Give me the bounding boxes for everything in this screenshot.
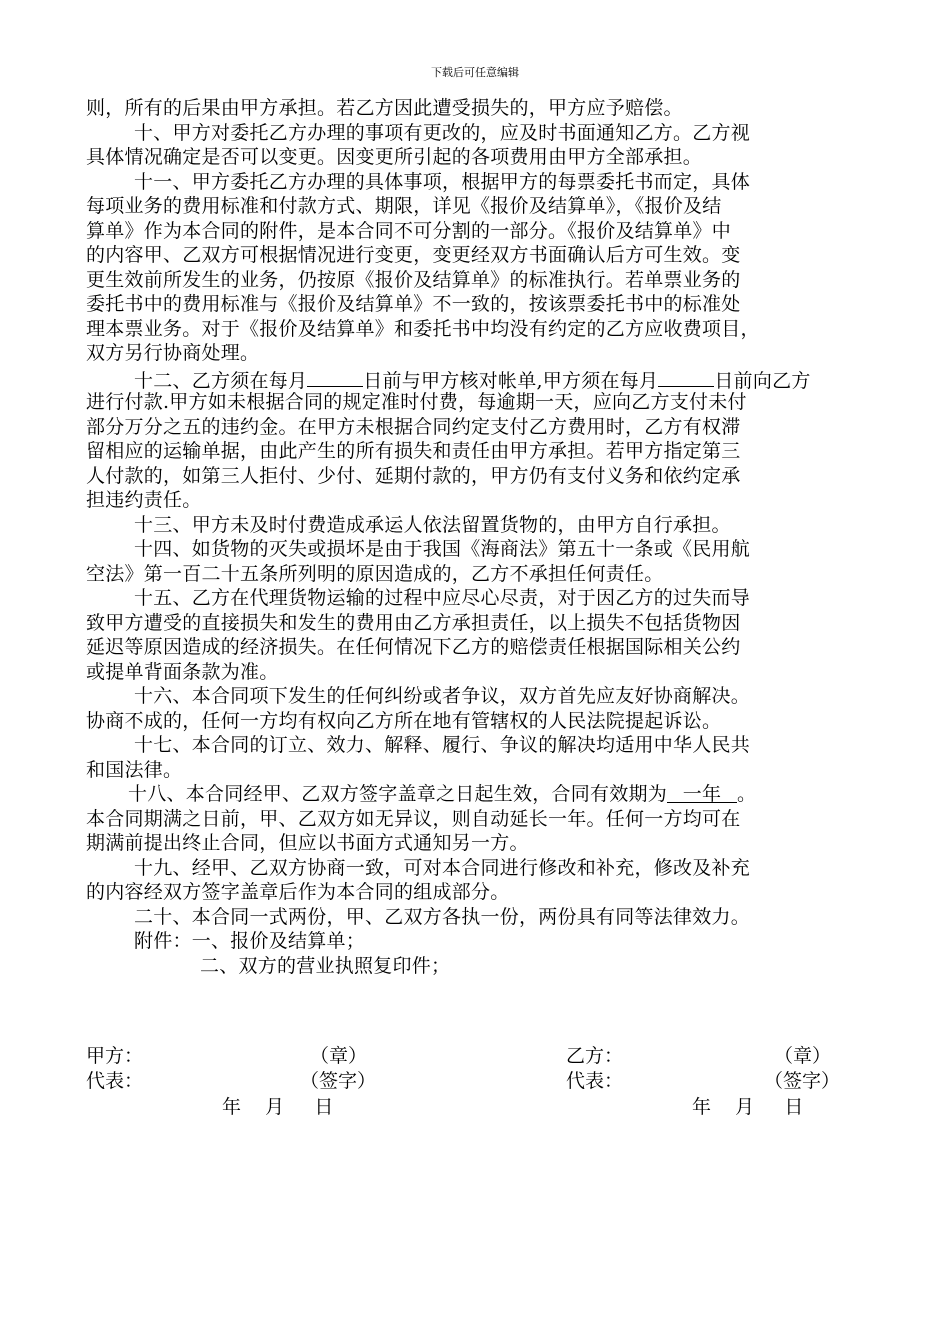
clause-13: 十三、甲方未及时付费造成承运人依法留置货物的，由甲方自行承担。 <box>134 513 731 536</box>
party-b-signature: （签字） <box>764 1070 841 1092</box>
paragraph-line: 或提单背面条款为准。 <box>86 660 279 683</box>
paragraph-line: 致甲方遭受的直接损失和发生的费用由乙方承担责任，以上损失不包括货物因 <box>86 611 741 634</box>
attachment-item: 二、双方的营业执照复印件； <box>200 954 451 977</box>
paragraph-line: 留相应的运输单据，由此产生的所有损失和责任由甲方承担。若甲方指定第三 <box>86 440 741 462</box>
clause-19: 十九、经甲、乙双方协商一致，可对本合同进行修改和补充，修改及补充 <box>134 856 751 879</box>
paragraph-line: 双方另行协商处理。 <box>86 342 260 364</box>
clause-14: 十四、如货物的灭失或损坏是由于我国《海商法》第五十一条或《民用航 <box>134 538 751 560</box>
party-a-seal: （章） <box>310 1045 368 1067</box>
party-b-seal: （章） <box>774 1045 832 1067</box>
paragraph-line: 本合同期满之日前，甲、乙双方如无异议，则自动延长一年。任何一方均可在 <box>86 807 741 830</box>
party-a-label: 甲方： <box>86 1045 144 1067</box>
paragraph-line: 人付款的，如第三人拒付、少付、延期付款的，甲方仍有支付义务和依约定承 <box>86 464 741 487</box>
clause-12-text-b: 日前与甲方核对帐单,甲方须在每月 <box>363 369 659 392</box>
contract-body <box>86 96 866 978</box>
clause-18 <box>86 782 866 807</box>
paragraph-line: 算单》作为本合同的附件，是本合同不可分割的一部分。《报价及结算单》中 <box>86 219 732 242</box>
paragraph-line: 和国法律。 <box>86 758 183 781</box>
clause-12-text-a: 十二、乙方须在每月 <box>134 369 308 392</box>
blank-day-reconcile[interactable] <box>307 366 363 387</box>
contract-term-field[interactable]: 一年 <box>667 782 737 803</box>
paragraph-line: 协商不成的，任何一方均有权向乙方所在地有管辖权的人民法院提起诉讼。 <box>86 709 722 732</box>
paragraph-line: 空法》第一百二十五条所列明的原因造成的，乙方不承担任何责任。 <box>86 562 664 585</box>
clause-11: 十一、甲方委托乙方办理的具体事项，根据甲方的每票委托书而定，具体 <box>134 170 751 193</box>
paragraph-line: 更生效前所发生的业务，仍按原《报价及结算单》的标准执行。若单票业务的 <box>86 268 741 291</box>
paragraph-line: 的内容甲、乙双方可根据情况进行变更，变更经双方书面确认后方可生效。变 <box>86 244 741 266</box>
page-header: 下载后可任意编辑 <box>431 66 519 79</box>
attachments-heading: 附件：一、报价及结算单； <box>134 930 366 952</box>
clause-10: 十、甲方对委托乙方办理的事项有更改的，应及时书面通知乙方。乙方视 <box>134 121 751 144</box>
paragraph-line: 则，所有的后果由甲方承担。若乙方因此遭受损失的，甲方应予赔偿。 <box>86 97 683 119</box>
paragraph-line: 委托书中的费用标准与《报价及结算单》不一致的，按该票委托书中的标准处 <box>86 293 741 315</box>
paragraph-line: 理本票业务。对于《报价及结算单》和委托书中均没有约定的乙方应收费项目， <box>86 317 760 340</box>
paragraph-line: 的内容经双方签字盖章后作为本合同的组成部分。 <box>86 881 510 903</box>
clause-18-text-a: 十八、本合同经甲、乙双方签字盖章之日起生效，合同有效期为 <box>128 783 668 805</box>
clause-16: 十六、本合同项下发生的任何纠纷或者争议，双方首先应友好协商解决。 <box>134 685 751 707</box>
clause-12-text-c: 日前向乙方 <box>714 369 811 392</box>
paragraph-line: 进行付款.甲方如未根据合同的规定准时付费，每逾期一天，应向乙方支付未付 <box>86 391 747 413</box>
party-b-rep-label: 代表： <box>566 1070 624 1092</box>
paragraph-line: 延迟等原因造成的经济损失。在任何情况下乙方的赔偿责任根据国际相关公约 <box>86 636 741 658</box>
paragraph-line: 期满前提出终止合同，但应以书面方式通知另一方。 <box>86 832 529 854</box>
paragraph-line: 部分万分之五的违约金。在甲方未根据合同约定支付乙方费用时，乙方有权滞 <box>86 415 741 438</box>
party-b-date: 年 月 日 <box>692 1096 804 1118</box>
blank-day-payment[interactable] <box>658 366 714 387</box>
party-a-signature: （签字） <box>300 1070 377 1092</box>
party-a-rep-label: 代表： <box>86 1070 144 1092</box>
paragraph-line: 担违约责任。 <box>86 489 202 511</box>
party-a-date: 年 月 日 <box>222 1096 334 1118</box>
clause-17: 十七、本合同的订立、效力、解释、履行、争议的解决均适用中华人民共 <box>134 734 751 756</box>
clause-12 <box>86 366 866 391</box>
paragraph-line: 具体情况确定是否可以变更。因变更所引起的各项费用由甲方全部承担。 <box>86 146 703 168</box>
party-b-label: 乙方： <box>566 1045 624 1067</box>
paragraph-line: 每项业务的费用标准和付款方式、期限，详见《报价及结算单》，《报价及结 <box>86 195 722 217</box>
clause-18-text-c: 。 <box>737 783 757 805</box>
clause-15: 十五、乙方在代理货物运输的过程中应尽心尽责，对于因乙方的过失而导 <box>134 587 751 609</box>
clause-20: 二十、本合同一式两份，甲、乙双方各执一份，两份具有同等法律效力。 <box>134 905 751 928</box>
